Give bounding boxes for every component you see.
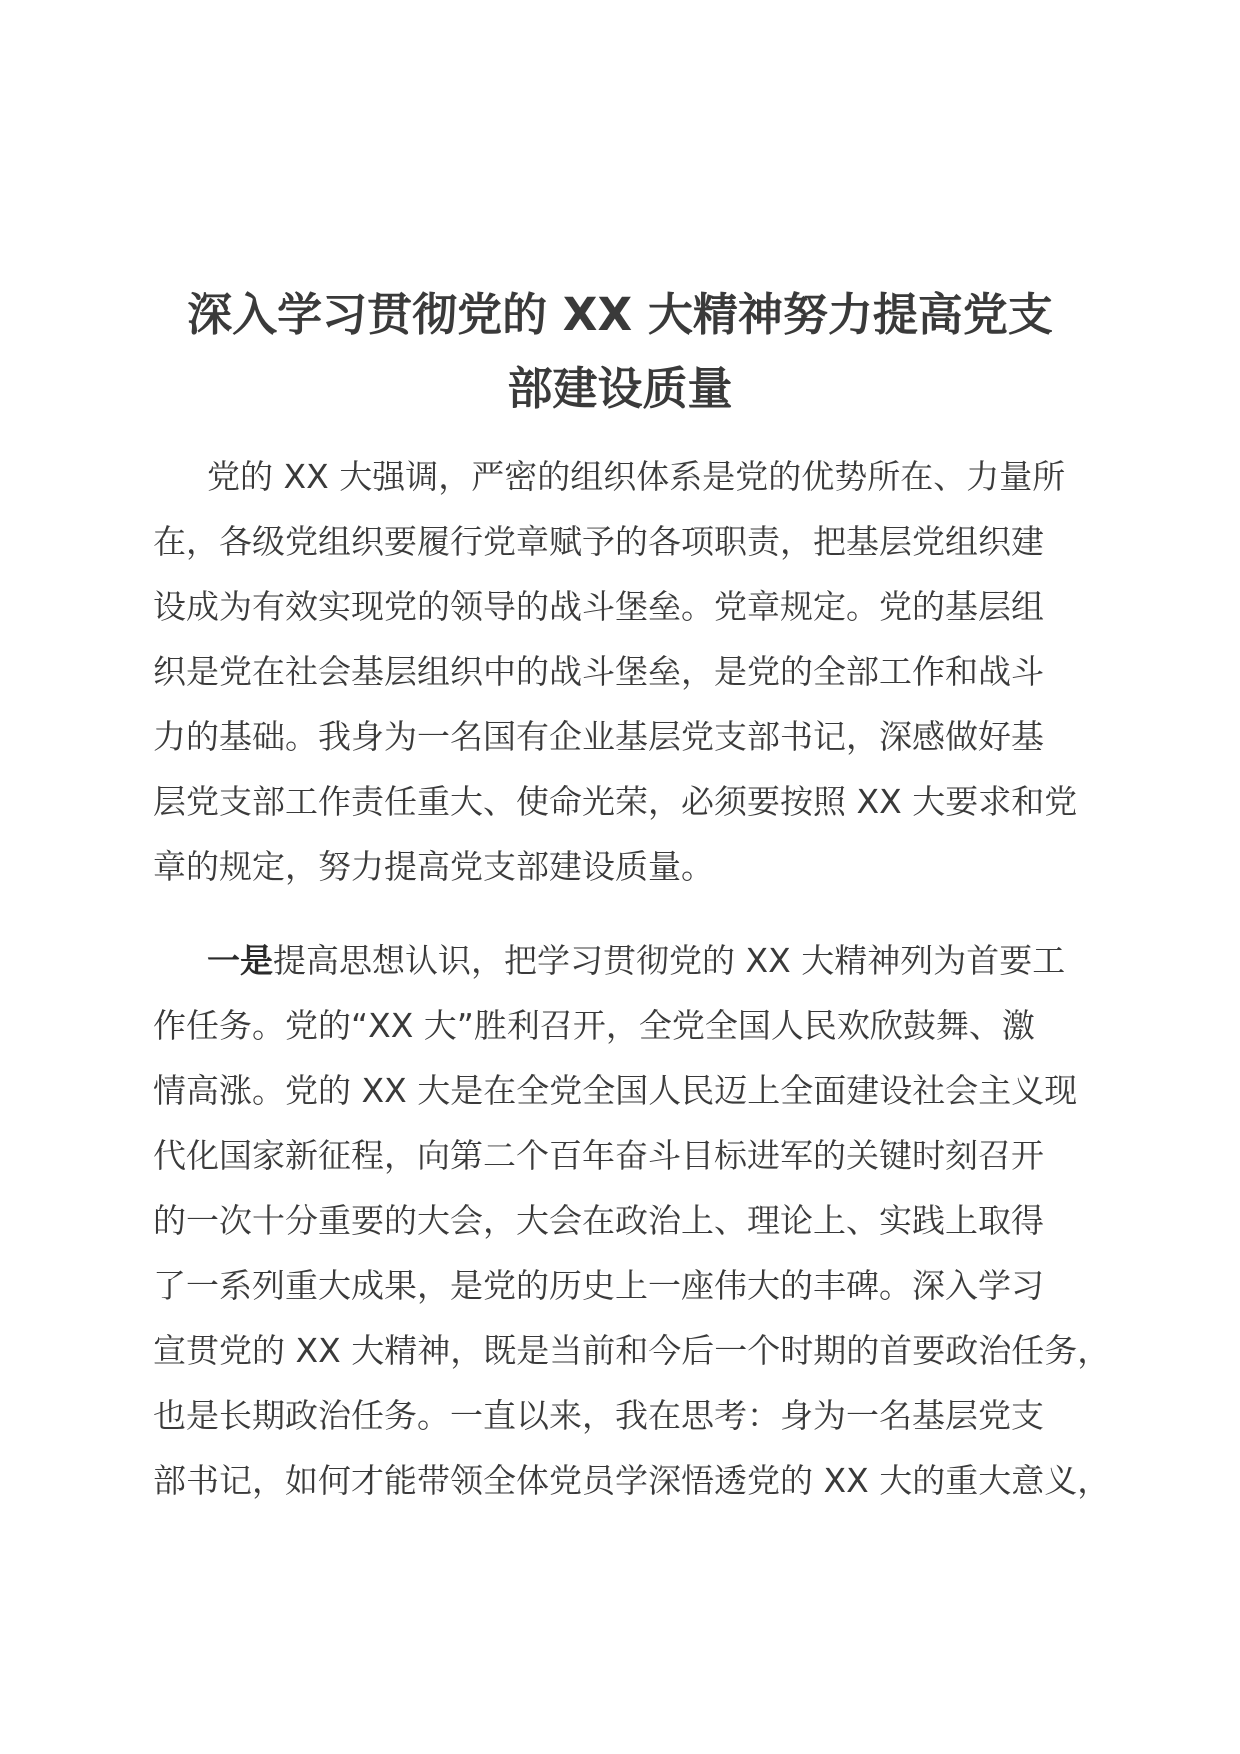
paragraph-1-line: 力的基础。我身为一名国有企业基层党支部书记，深感做好基: [153, 717, 1044, 756]
paragraph-1-line: 在，各级党组织要履行党章赋予的各项职责，把基层党组织建: [153, 522, 1044, 561]
title-line-1: 深入学习贯彻党的 XX 大精神努力提高党支: [187, 288, 1053, 341]
paragraph-1-line: 层党支部工作责任重大、使命光荣，必须要按照 XX 大要求和党: [153, 782, 1078, 821]
paragraph-2-line: 代化国家新征程，向第二个百年奋斗目标进军的关键时刻召开: [153, 1136, 1044, 1175]
paragraph-1: [153, 444, 1113, 899]
paragraph-2-line: 了一系列重大成果，是党的历史上一座伟大的丰碑。深入学习: [153, 1266, 1044, 1305]
paragraph-1-line: 章的规定，努力提高党支部建设质量。: [153, 847, 714, 886]
paragraph-1-line: 设成为有效实现党的领导的战斗堡垒。党章规定。党的基层组: [153, 587, 1044, 626]
paragraph-2-line: 部书记，如何才能带领全体党员学深悟透党的 XX 大的重大意义，: [153, 1461, 1111, 1500]
paragraph-2-line: 的一次十分重要的大会，大会在政治上、理论上、实践上取得: [153, 1201, 1044, 1240]
paragraph-2-line: 情高涨。党的 XX 大是在全党全国人民迈上全面建设社会主义现: [153, 1071, 1078, 1110]
paragraph-1-line: 织是党在社会基层组织中的战斗堡垒，是党的全部工作和战斗: [153, 652, 1044, 691]
paragraph-2-line: 也是长期政治任务。一直以来，我在思考：身为一名基层党支: [153, 1396, 1044, 1435]
paragraph-2-first-line: [153, 928, 1113, 993]
paragraph-2-line: 宣贯党的 XX 大精神，既是当前和今后一个时期的首要政治任务，: [153, 1331, 1111, 1370]
paragraph-1-line: 党的 XX 大强调，严密的组织体系是党的优势所在、力量所: [207, 457, 1066, 496]
title-line-2: 部建设质量: [507, 362, 733, 415]
paragraph-2-first-rest: 提高思想认识，把学习贯彻党的 XX 大精神列为首要工: [273, 941, 1066, 980]
paragraph-2: [153, 928, 1113, 1513]
paragraph-2-line: 作任务。党的“XX 大”胜利召开，全党全国人民欢欣鼓舞、激: [153, 1006, 1035, 1045]
paragraph-2-lead: 一是: [207, 941, 273, 980]
document-title: [150, 278, 1090, 426]
